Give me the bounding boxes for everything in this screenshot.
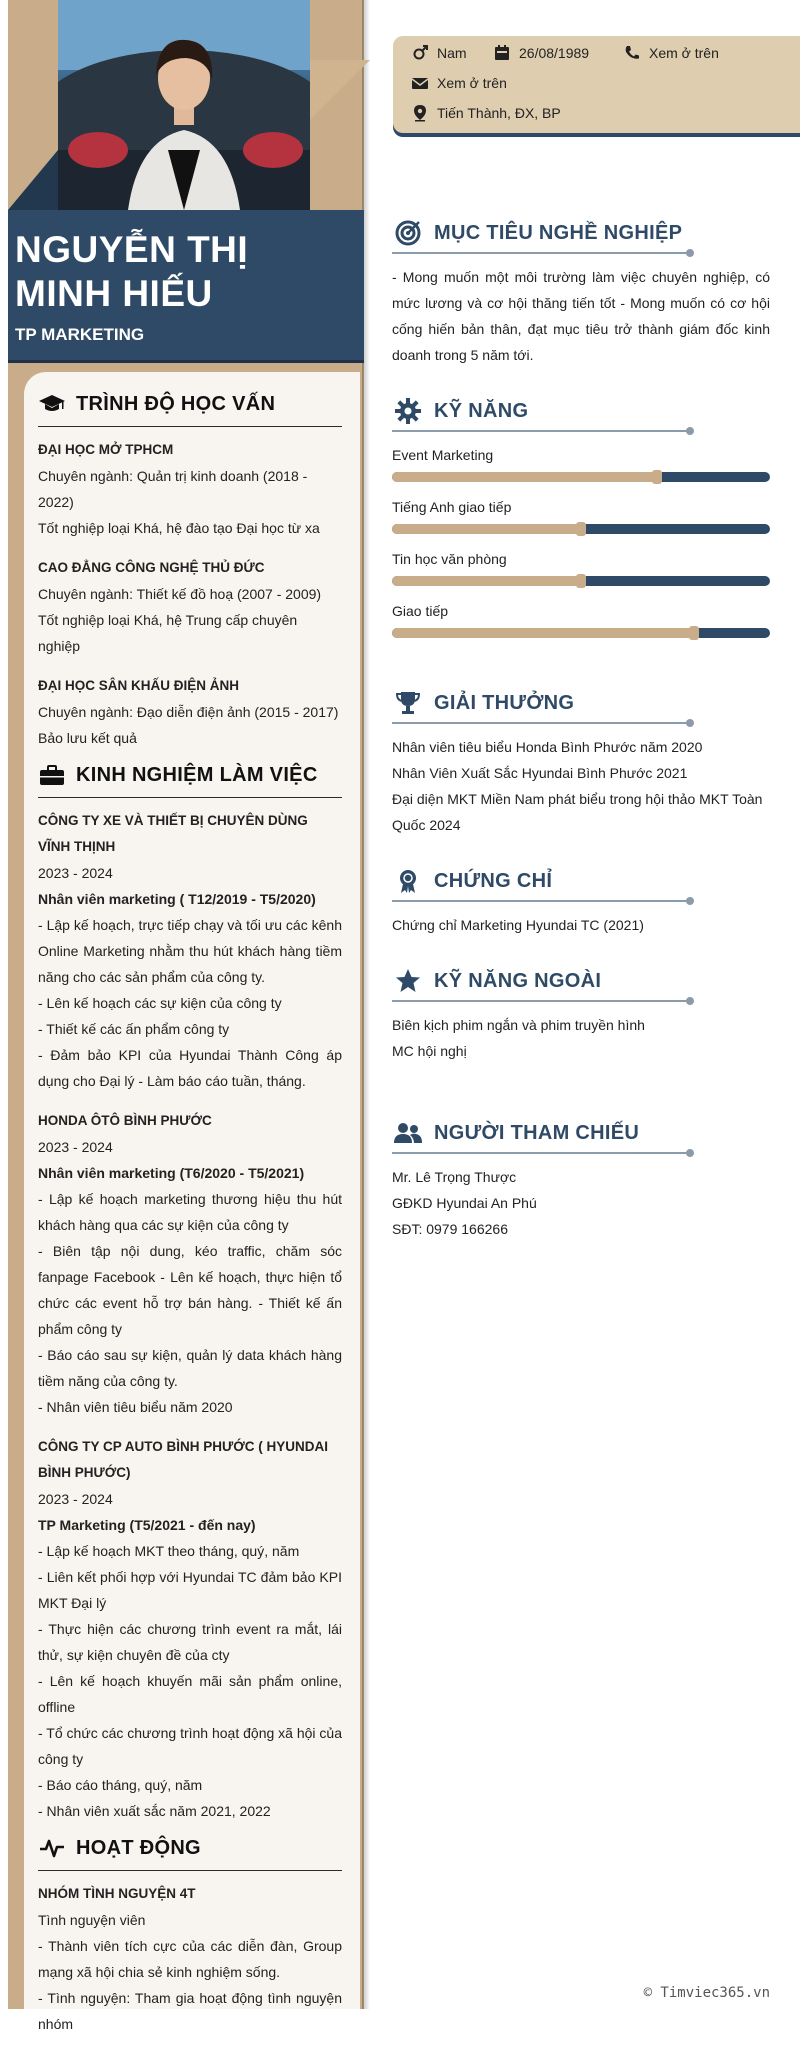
experience-role: Nhân viên marketing (T6/2020 - T5/2021)	[38, 1165, 305, 1181]
education-org: CAO ĐẲNG CÔNG NGHỆ THỦ ĐỨC	[38, 560, 265, 575]
skills-heading	[392, 394, 770, 428]
skill-bar	[392, 524, 770, 534]
contact-box	[393, 36, 800, 133]
award-item: Đại diện MKT Miền Nam phát biểu trong hội thảo MKT Toàn Quốc 2024	[392, 791, 763, 833]
experience-item	[38, 1434, 342, 1824]
briefcase-icon	[38, 762, 66, 788]
objective-section	[392, 216, 770, 368]
objective-divider	[392, 252, 692, 254]
skill-item	[392, 546, 770, 586]
experience-detail: - Lên kế hoạch khuyến mãi sản phẩm online, offline	[38, 1673, 342, 1715]
left-content	[38, 386, 342, 2051]
skill-bar-knob	[652, 470, 662, 484]
profile-photo	[58, 0, 310, 210]
skill-bar-fill	[392, 576, 581, 586]
experience-org: HONDA ÔTÔ BÌNH PHƯỚC	[38, 1113, 212, 1128]
photo-fold-right	[310, 60, 370, 120]
education-result: Bảo lưu kết quả	[38, 730, 137, 746]
experience-detail: - Lập kế hoạch, trực tiếp chạy và tối ưu các kênh Online Marketing nhằm thu hút khách hàng tiềm năng cho các sản phẩm của công ty.	[38, 917, 342, 985]
references-heading-text: NGƯỜI THAM CHIẾU	[434, 1121, 640, 1144]
education-result: Tốt nghiệp loại Khá, hệ đào tạo Đại học từ xa	[38, 520, 320, 536]
activities-heading	[38, 1830, 342, 1871]
objective-text: - Mong muốn một môi trường làm việc chuyên nghiệp, có mức lương và cơ hội thăng tiến tốt - Mong muốn có cơ hội cống hiến bản thân, đạt mục tiêu trở thành giám đốc kinh doanh trong 5 năm tới.	[392, 269, 770, 363]
certificates-section	[392, 864, 770, 938]
graduation-cap-icon	[38, 391, 66, 417]
profile-photo-illustration	[58, 0, 310, 210]
experience-detail: - Thiết kế các ấn phẩm công ty	[38, 1021, 230, 1037]
other-skills-section	[392, 964, 770, 1064]
education-major: Chuyên ngành: Đạo diễn điện ảnh (2015 - 2017)	[38, 704, 339, 720]
objective-heading-text: MỤC TIÊU NGHỀ NGHIỆP	[434, 221, 683, 244]
certificate-item: Chứng chỉ Marketing Hyundai TC (2021)	[392, 917, 644, 933]
other-skills-divider	[392, 1000, 692, 1002]
experience-detail: - Báo cáo sau sự kiện, quản lý data khách hàng tiềm năng của công ty.	[38, 1347, 342, 1389]
skills-divider	[392, 430, 692, 432]
skill-label: Tin học văn phòng	[392, 551, 507, 567]
skill-bar-fill	[392, 628, 694, 638]
calendar-icon	[493, 44, 511, 62]
email-value: Xem ở trên	[437, 75, 507, 91]
experience-heading	[38, 757, 342, 798]
address-value: Tiến Thành, ĐX, BP	[437, 105, 561, 121]
education-heading-text: TRÌNH ĐỘ HỌC VẤN	[76, 393, 276, 415]
experience-years: 2023 - 2024	[38, 1491, 113, 1507]
gear-icon	[392, 396, 424, 426]
activity-detail: - Tình nguyện: Tham gia hoạt động tình nguyện nhóm	[38, 1990, 342, 2032]
skill-bar	[392, 628, 770, 638]
experience-item	[38, 808, 342, 1094]
experience-detail: - Tổ chức các chương trình hoạt động xã hội của công ty	[38, 1725, 342, 1767]
other-skill-item: MC hội nghị	[392, 1043, 467, 1059]
experience-role: TP Marketing (T5/2021 - đến nay)	[38, 1517, 256, 1533]
education-item	[38, 437, 342, 541]
activity-role: Tình nguyện viên	[38, 1912, 146, 1928]
users-icon	[392, 1118, 424, 1148]
experience-detail: - Lên kế hoạch các sự kiện của công ty	[38, 995, 282, 1011]
contact-birthday	[493, 44, 589, 62]
experience-detail: - Lập kế hoạch marketing thương hiệu thu hút khách hàng qua các sự kiện của công ty	[38, 1191, 342, 1233]
skills-list	[392, 442, 770, 638]
certificate-icon	[392, 866, 424, 896]
candidate-title: TP MARKETING	[15, 325, 145, 344]
reference-item: SĐT: 0979 166266	[392, 1221, 508, 1237]
experience-role: Nhân viên marketing ( T12/2019 - T5/2020)	[38, 891, 316, 907]
skill-label: Tiếng Anh giao tiếp	[392, 499, 512, 515]
award-item: Nhân Viên Xuất Sắc Hyundai Bình Phước 2021	[392, 765, 688, 781]
skill-item	[392, 442, 770, 482]
certificates-divider	[392, 900, 692, 902]
awards-divider	[392, 722, 692, 724]
activity-org: NHÓM TÌNH NGUYỆN 4T	[38, 1886, 196, 1901]
phone-icon	[623, 44, 641, 62]
envelope-icon	[411, 74, 429, 92]
certificates-heading-text: CHỨNG CHỈ	[434, 869, 553, 892]
education-org: ĐẠI HỌC MỞ TPHCM	[38, 442, 174, 457]
contact-address	[411, 104, 561, 122]
reference-item: GĐKD Hyundai An Phú	[392, 1195, 537, 1211]
experience-detail: - Đảm bảo KPI của Hyundai Thành Công áp dụng cho Đại lý - Làm báo cáo tuần, tháng.	[38, 1047, 342, 1089]
activities-heading-text: HOẠT ĐỘNG	[76, 1837, 201, 1859]
experience-detail: - Liên kết phối hợp với Hyundai TC đảm bảo KPI MKT Đại lý	[38, 1569, 342, 1611]
contact-phone	[623, 44, 719, 62]
skills-section	[392, 394, 770, 650]
skill-bar-knob	[689, 626, 699, 640]
skill-bar-knob	[576, 522, 586, 536]
experience-detail: - Báo cáo tháng, quý, năm	[38, 1777, 203, 1793]
experience-years: 2023 - 2024	[38, 865, 113, 881]
objective-heading	[392, 216, 770, 250]
references-divider	[392, 1152, 692, 1154]
awards-heading	[392, 686, 770, 720]
skill-bar	[392, 472, 770, 482]
experience-detail: - Nhân viên xuất sắc năm 2021, 2022	[38, 1803, 271, 1819]
gender-icon	[411, 44, 429, 62]
experience-detail: - Biên tập nội dung, kéo traffic, chăm sóc fanpage Facebook - Lên kế hoạch, thực hiện tổ chức các event hỗ trợ bán hàng. - Thiết kế ấn phẩm công ty	[38, 1243, 342, 1337]
target-icon	[392, 218, 424, 248]
activity-pulse-icon	[38, 1835, 66, 1861]
skill-label: Giao tiếp	[392, 603, 449, 619]
skill-item	[392, 598, 770, 638]
experience-org: CÔNG TY XE VÀ THIẾT BỊ CHUYÊN DÙNG VĨNH THỊNH	[38, 813, 308, 854]
references-section	[392, 1116, 770, 1242]
skill-item	[392, 494, 770, 534]
awards-section	[392, 686, 770, 838]
skill-bar-fill	[392, 472, 657, 482]
star-icon	[392, 966, 424, 996]
skill-bar-fill	[392, 524, 581, 534]
other-skills-heading	[392, 964, 770, 998]
location-pin-icon	[411, 104, 429, 122]
phone-value: Xem ở trên	[649, 45, 719, 61]
education-item	[38, 673, 342, 751]
experience-item	[38, 1108, 342, 1420]
candidate-name: NGUYỄN THỊ MINH HIẾU	[15, 229, 249, 314]
awards-heading-text: GIẢI THƯỞNG	[434, 691, 575, 714]
education-major: Chuyên ngành: Quản trị kinh doanh (2018 - 2022)	[38, 468, 308, 510]
reference-item: Mr. Lê Trọng Thược	[392, 1169, 517, 1185]
contact-email	[411, 74, 507, 92]
activity-item	[38, 1881, 342, 2037]
education-org: ĐẠI HỌC SÂN KHẤU ĐIỆN ẢNH	[38, 678, 240, 693]
other-skills-heading-text: KỸ NĂNG NGOÀI	[434, 969, 602, 992]
skill-bar	[392, 576, 770, 586]
education-item	[38, 555, 342, 659]
experience-detail: - Thực hiện các chương trình event ra mắt, lái thử, sự kiện chuyên đề của cty	[38, 1621, 342, 1663]
photo-fold-left	[8, 150, 58, 210]
skill-bar-knob	[576, 574, 586, 588]
experience-detail: - Lập kế hoạch MKT theo tháng, quý, năm	[38, 1543, 300, 1559]
award-item: Nhân viên tiêu biểu Honda Bình Phước năm 2020	[392, 739, 703, 755]
skill-label: Event Marketing	[392, 447, 494, 463]
skills-heading-text: KỸ NĂNG	[434, 399, 529, 422]
other-skill-item: Biên kịch phim ngắn và phim truyền hình	[392, 1017, 645, 1033]
gender-value: Nam	[437, 45, 467, 61]
activity-detail: - Thành viên tích cực của các diễn đàn, Group mạng xã hội chia sẻ kinh nghiệm sống.	[38, 1938, 342, 1980]
experience-heading-text: KINH NGHIỆM LÀM VIỆC	[76, 764, 318, 786]
experience-years: 2023 - 2024	[38, 1139, 113, 1155]
education-result: Tốt nghiệp loại Khá, hệ Trung cấp chuyên nghiệp	[38, 612, 298, 654]
education-major: Chuyên ngành: Thiết kế đồ hoạ (2007 - 2009)	[38, 586, 322, 602]
experience-org: CÔNG TY CP AUTO BÌNH PHƯỚC ( HYUNDAI BÌNH PHƯỚC)	[38, 1439, 328, 1480]
experience-detail: - Nhân viên tiêu biểu năm 2020	[38, 1399, 233, 1415]
education-heading	[38, 386, 342, 427]
trophy-icon	[392, 688, 424, 718]
footer-watermark: © Timviec365.vn	[643, 1985, 770, 2001]
certificates-heading	[392, 864, 770, 898]
contact-gender	[411, 44, 467, 62]
references-heading	[392, 1116, 770, 1150]
birthday-value: 26/08/1989	[519, 45, 590, 61]
